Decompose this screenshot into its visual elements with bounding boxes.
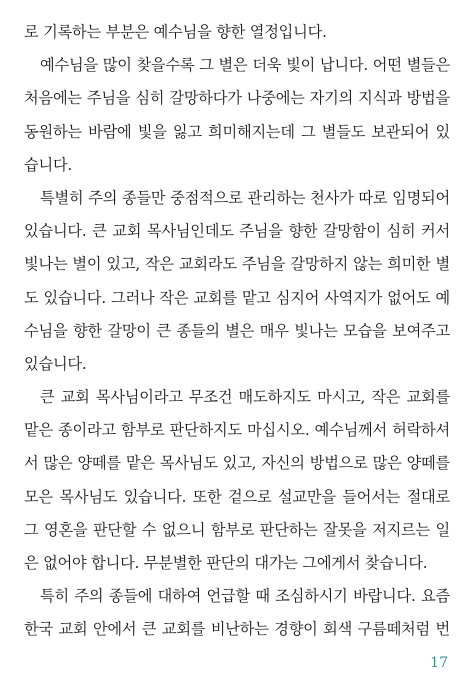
text-line: 특히 주의 종들에 대하여 언급할 때 조심하시기 바랍니다. 요즘 xyxy=(40,587,450,606)
page-number: 17 xyxy=(430,655,448,671)
text-line: 한국 교회 안에서 큰 교회를 비난하는 경향이 회색 구름떼처럼 번 xyxy=(24,620,450,639)
text-line: 수님을 향한 갈망이 큰 종들의 별은 매우 빛나는 모습을 보여주고 xyxy=(24,321,450,340)
body-text xyxy=(24,16,450,647)
text-line: 있습니다. 큰 교회 목사님인데도 주님을 향한 갈망함이 심히 커서 xyxy=(24,222,450,241)
text-line: 그 영혼을 판단할 수 없으니 함부로 판단하는 잘못을 저지르는 일 xyxy=(24,520,450,539)
text-line: 맡은 종이라고 함부로 판단하지도 마십시오. 예수님께서 허락하셔 xyxy=(24,421,450,440)
text-line: 빛나는 별이 있고, 작은 교회라도 주님을 갈망하지 않는 희미한 별 xyxy=(24,255,450,274)
text-line: 로 기록하는 부분은 예수님을 향한 열정입니다. xyxy=(24,23,327,41)
text-line: 특별히 주의 종들만 중점적으로 관리하는 천사가 따로 임명되어 xyxy=(40,188,450,207)
text-line: 있습니다. xyxy=(24,354,87,373)
text-line: 예수님을 많이 찾을수록 그 별은 더욱 빛이 납니다. 어떤 별들은 xyxy=(40,56,450,75)
text-line: 서 많은 양떼를 맡은 목사님도 있고, 자신의 방법으로 많은 양떼를 xyxy=(24,454,450,473)
text-line: 도 있습니다. 그러나 작은 교회를 맡고 심지어 사역지가 없어도 예 xyxy=(24,288,450,307)
text-line: 처음에는 주님을 심히 갈망하다가 나중에는 자기의 지식과 방법을 xyxy=(24,89,450,108)
text-line: 은 없어야 합니다. 무분별한 판단의 대가는 그에게서 찾습니다. xyxy=(24,554,428,572)
text-line: 습니다. xyxy=(24,155,73,174)
text-line: 모은 목사님도 있습니다. 또한 겉으로 설교만을 들어서는 절대로 xyxy=(24,487,450,506)
text-line: 큰 교회 목사님이라고 무조건 매도하지도 마시고, 작은 교회를 xyxy=(40,388,450,407)
text-line: 동원하는 바람에 빛을 잃고 희미해지는데 그 별들도 보관되어 있 xyxy=(24,122,450,141)
